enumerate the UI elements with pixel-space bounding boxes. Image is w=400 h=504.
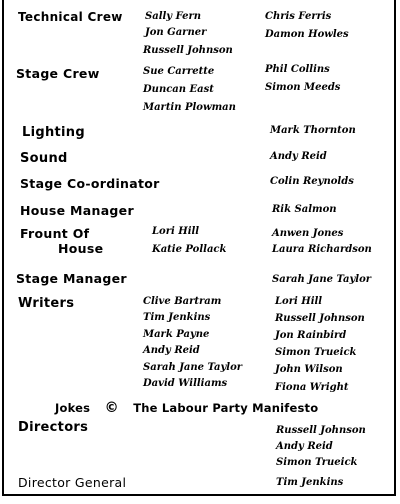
jokes-credit-line: [55, 400, 318, 416]
jokes-source: The Labour Party Manifesto: [133, 401, 319, 415]
name-colin-reynolds: Colin Reynolds: [270, 176, 354, 187]
role-sound: Sound: [20, 151, 68, 166]
name-katie-pollack: Katie Pollack: [152, 244, 227, 255]
role-house-manager: House Manager: [20, 203, 134, 218]
role-writers: Writers: [18, 296, 75, 311]
role-stage-coordinator: Stage Co-ordinator: [20, 176, 160, 191]
name-sally-fern: Sally Fern: [145, 11, 202, 22]
role-director-general: Director General: [18, 475, 127, 490]
name-sarah-jane-taylor: Sarah Jane Taylor: [272, 274, 372, 285]
name-sue-carrette: Sue Carrette: [143, 66, 215, 77]
name-damon-howles: Damon Howles: [265, 29, 349, 40]
name-david-williams: David Williams: [143, 378, 228, 389]
jokes-label: Jokes: [55, 401, 91, 415]
name-andy-reid: Andy Reid: [270, 151, 327, 162]
name-mark-payne: Mark Payne: [143, 329, 210, 340]
name-john-wilson: John Wilson: [275, 364, 343, 375]
name-andy-reid-writer: Andy Reid: [143, 345, 200, 356]
name-chris-ferris: Chris Ferris: [265, 11, 332, 22]
name-rik-salmon: Rik Salmon: [272, 204, 337, 215]
name-sarah-jane-taylor-writer: Sarah Jane Taylor: [143, 362, 243, 373]
name-russell-johnson-director: Russell Johnson: [276, 425, 366, 436]
name-tim-jenkins-director-general: Tim Jenkins: [276, 477, 344, 488]
name-laura-richardson: Laura Richardson: [272, 244, 372, 255]
name-jon-garner: Jon Garner: [145, 27, 207, 38]
name-lori-hill: Lori Hill: [152, 226, 200, 237]
name-clive-bartram: Clive Bartram: [143, 296, 222, 307]
name-lori-hill-writer: Lori Hill: [275, 296, 323, 307]
name-russell-johnson-writer: Russell Johnson: [275, 313, 365, 324]
name-fiona-wright: Fiona Wright: [275, 382, 349, 393]
name-simon-trueick-director: Simon Trueick: [276, 457, 358, 468]
name-martin-plowman: Martin Plowman: [143, 102, 236, 113]
role-front-of-house-line1: Frount Of: [20, 226, 90, 241]
name-simon-trueick: Simon Trueick: [275, 347, 357, 358]
role-technical-crew: Technical Crew: [18, 10, 123, 24]
name-andy-reid-director: Andy Reid: [276, 441, 333, 452]
role-lighting: Lighting: [22, 125, 85, 140]
role-front-of-house-line2: House: [58, 241, 104, 256]
name-mark-thornton: Mark Thornton: [270, 125, 356, 136]
name-phil-collins: Phil Collins: [265, 64, 330, 75]
role-stage-crew: Stage Crew: [16, 66, 100, 81]
name-anwen-jones: Anwen Jones: [272, 228, 344, 239]
name-russell-johnson: Russell Johnson: [143, 45, 233, 56]
role-directors: Directors: [18, 420, 89, 435]
name-simon-meeds: Simon Meeds: [265, 82, 341, 93]
name-tim-jenkins: Tim Jenkins: [143, 312, 211, 323]
role-stage-manager: Stage Manager: [16, 271, 127, 286]
name-jon-rainbird: Jon Rainbird: [275, 330, 347, 341]
name-duncan-east: Duncan East: [143, 84, 214, 95]
copyright-symbol: ©: [104, 400, 119, 416]
